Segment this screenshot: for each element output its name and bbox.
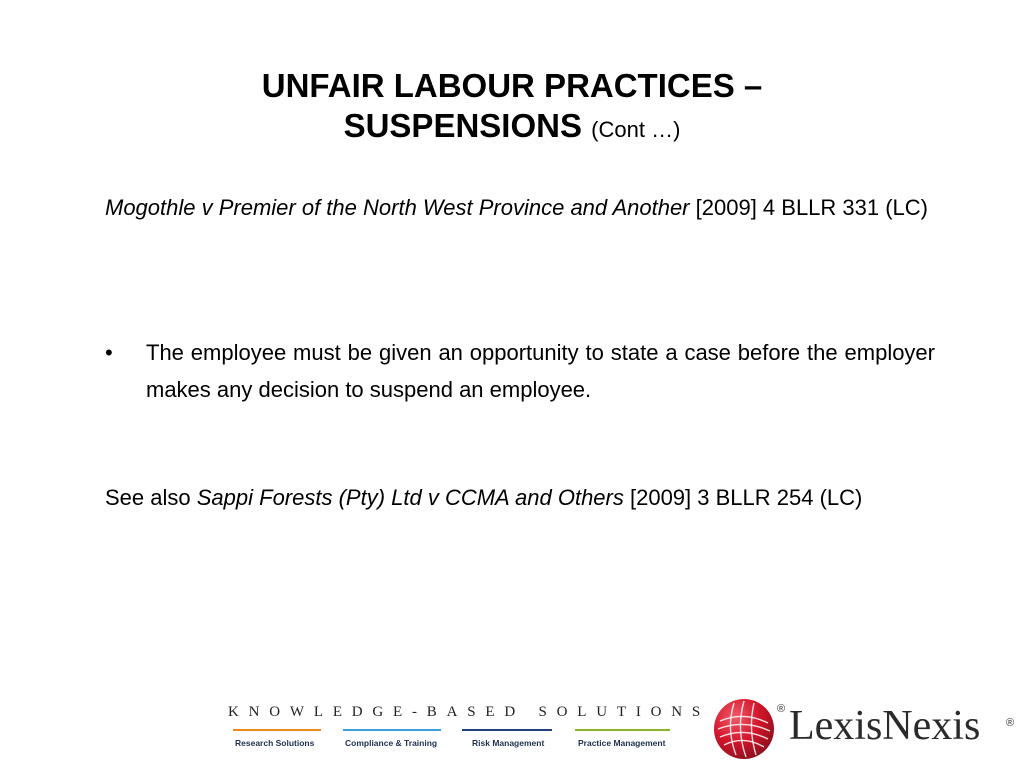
compliance-training-label: Compliance & Training xyxy=(345,738,438,748)
kbs-tagline: KNOWLEDGE-BASED SOLUTIONS xyxy=(228,704,711,720)
risk-management-label: Risk Management xyxy=(472,738,545,748)
case-citation xyxy=(105,187,957,229)
practice-management-label: Practice Management xyxy=(578,738,666,748)
title-line-2 xyxy=(0,106,1024,150)
globe-registered-mark: ® xyxy=(777,703,786,715)
bullet-text: The employee must be given an opportunity to state a case before the employer makes any decision to suspend an employee. xyxy=(146,340,935,402)
lexisnexis-globe-icon xyxy=(712,697,776,761)
bullet-marker: • xyxy=(105,340,113,365)
title-suspensions: SUSPENSIONS xyxy=(343,107,582,144)
research-solutions-label: Research Solutions xyxy=(235,738,315,748)
lexisnexis-wordmark: LexisNexis xyxy=(789,703,981,749)
wordmark-registered-mark: ® xyxy=(1006,717,1015,729)
slide-title xyxy=(0,66,1024,150)
risk-management-rule xyxy=(462,729,552,731)
case-name: Mogothle v Premier of the North West Province and Another xyxy=(105,195,690,220)
title-cont: (Cont …) xyxy=(591,117,681,142)
see-also-prefix: See also xyxy=(105,485,191,510)
title-line-1: UNFAIR LABOUR PRACTICES – xyxy=(261,67,763,104)
see-also-citation: [2009] 3 BLLR 254 (LC) xyxy=(629,485,863,510)
see-also-case-name: Sappi Forests (Pty) Ltd v CCMA and Others xyxy=(196,485,624,510)
see-also-paragraph xyxy=(105,477,946,519)
research-solutions-rule xyxy=(233,729,321,731)
bullet-item xyxy=(105,334,935,408)
practice-management-rule xyxy=(575,729,670,731)
compliance-training-rule xyxy=(343,729,441,731)
case-reference: [2009] 4 BLLR 331 (LC) xyxy=(695,195,929,220)
